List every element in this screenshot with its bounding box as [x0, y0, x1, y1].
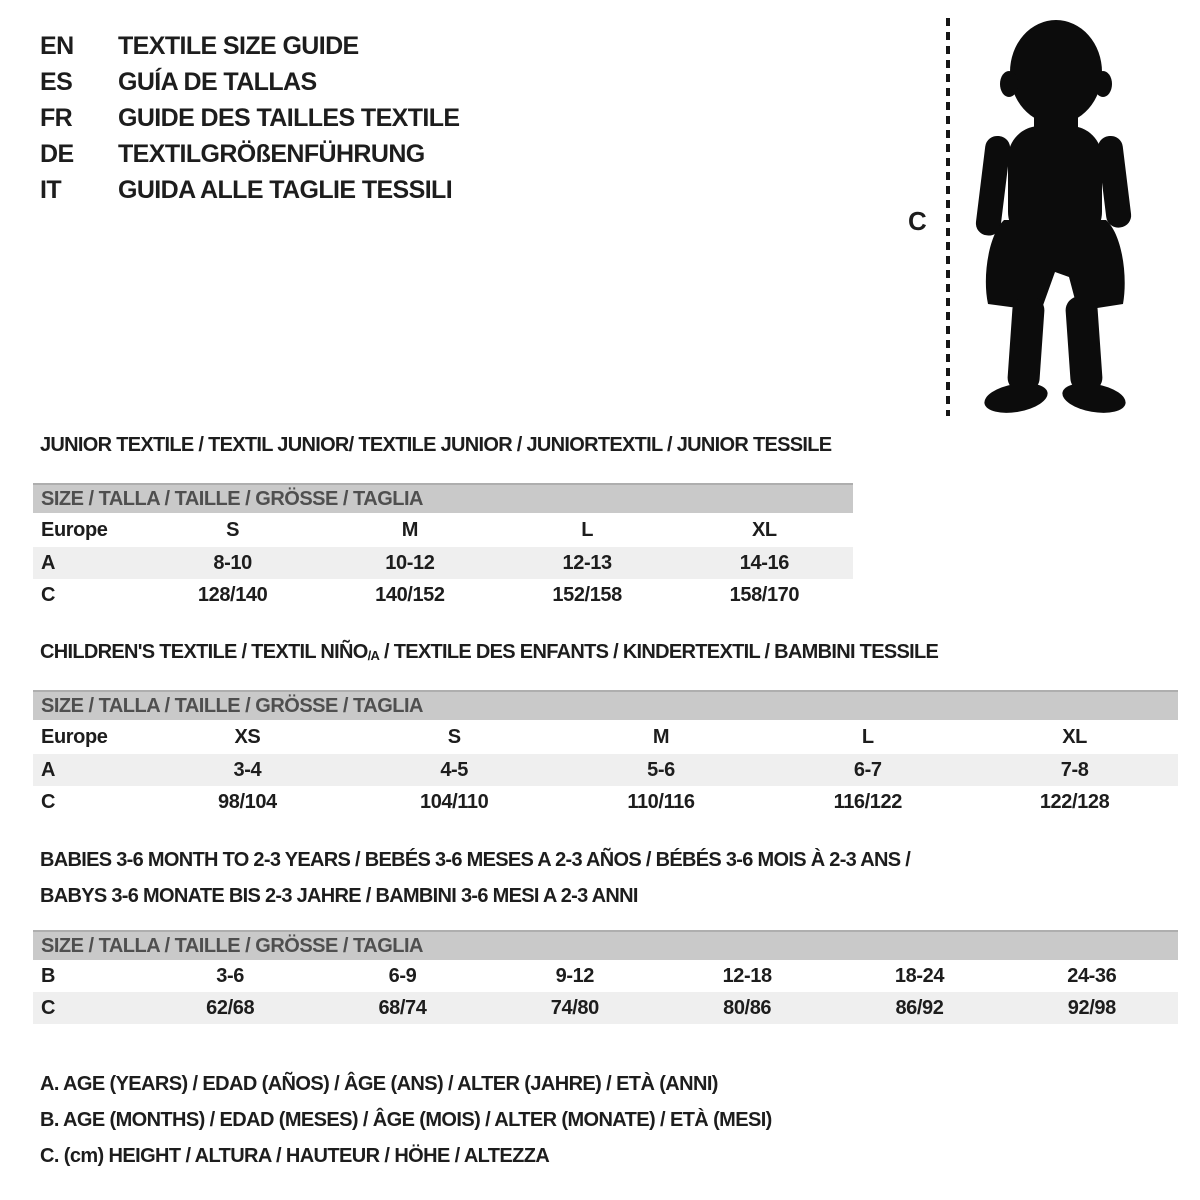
table-cell: 122/128	[1039, 790, 1110, 813]
language-code: ES	[40, 67, 73, 96]
table-cell: 152/158	[552, 583, 622, 606]
table-cell: Europe	[41, 518, 108, 541]
size-table-junior	[33, 483, 853, 611]
section-heading-babies-line1: BABIES 3-6 MONTH TO 2-3 YEARS / BEBÉS 3-6 MESES A 2-3 AÑOS / BÉBÉS 3-6 MOIS À 2-3 ANS /	[40, 849, 911, 871]
toddler-silhouette-icon	[968, 14, 1140, 423]
table-cell: S	[226, 518, 240, 541]
table-cell: 12-18	[722, 964, 772, 987]
table-cell: 8-10	[213, 551, 252, 574]
table-cell: A	[41, 758, 56, 781]
table-cell: Europe	[41, 725, 108, 748]
heading-text: / TEXTILE DES ENFANTS / KINDERTEXTIL / BAMBINI TESSILE	[379, 641, 939, 663]
table-cell: 5-6	[647, 758, 675, 781]
table-row	[33, 786, 1178, 818]
table-cell: 10-12	[385, 551, 435, 574]
table-cell: XS	[234, 725, 261, 748]
table-row	[33, 547, 853, 579]
table-cell: 3-6	[216, 964, 245, 987]
table-cell: C	[41, 790, 56, 813]
table-cell: 92/98	[1067, 996, 1116, 1019]
measure-label-c: C	[908, 206, 927, 236]
table-cell: 158/170	[729, 583, 800, 606]
legend-line-c: C. (cm) HEIGHT / ALTURA / HAUTEUR / HÖHE / ALTEZZA	[40, 1144, 550, 1167]
table-cell: A	[41, 551, 56, 574]
legend-block	[40, 1066, 772, 1174]
table-row	[33, 754, 1178, 786]
language-code: DE	[40, 139, 74, 168]
language-title: GUIDE DES TAILLES TEXTILE	[118, 103, 460, 132]
size-header-bar: SIZE / TALLA / TAILLE / GRÖSSE / TAGLIA	[33, 930, 1178, 960]
table-cell: 6-9	[388, 964, 417, 987]
heading-text: CHILDREN'S TEXTILE / TEXTIL NIÑO	[40, 641, 368, 663]
language-code: FR	[40, 103, 73, 132]
table-cell: 104/110	[419, 790, 489, 813]
table-cell: B	[41, 964, 56, 987]
table-cell: 62/68	[206, 996, 255, 1019]
table-cell: XL	[1062, 725, 1087, 748]
table-cell: 14-16	[739, 551, 789, 574]
table-cell: C	[41, 996, 56, 1019]
table-cell: XL	[751, 518, 777, 541]
table-row	[33, 720, 1178, 754]
table-cell: 24-36	[1067, 964, 1117, 987]
heading-subscript: /A	[367, 648, 380, 663]
table-cell: 3-4	[233, 758, 262, 781]
section-heading-junior: JUNIOR TEXTILE / TEXTIL JUNIOR/ TEXTILE JUNIOR / JUNIORTEXTIL / JUNIOR TESSILE	[40, 434, 832, 456]
language-title: TEXTILE SIZE GUIDE	[118, 31, 359, 60]
table-cell: 12-13	[562, 551, 612, 574]
language-title: GUIDA ALLE TAGLIE TESSILI	[118, 175, 453, 204]
language-row	[40, 172, 460, 208]
table-cell: M	[652, 725, 670, 748]
table-cell: L	[861, 725, 874, 748]
legend-line-b: B. AGE (MONTHS) / EDAD (MESES) / ÂGE (MOIS) / ALTER (MONATE) / ETÀ (MESI)	[40, 1108, 772, 1131]
table-row	[33, 513, 853, 547]
table-cell: 140/152	[375, 583, 445, 606]
table-cell: S	[447, 725, 461, 748]
size-header-bar: SIZE / TALLA / TAILLE / GRÖSSE / TAGLIA	[33, 483, 853, 513]
language-row	[40, 64, 460, 100]
table-cell: 80/86	[723, 996, 772, 1019]
language-code: EN	[40, 31, 74, 60]
size-table-children	[33, 690, 1178, 818]
table-cell: 86/92	[895, 996, 944, 1019]
table-cell: 6-7	[853, 758, 882, 781]
table-cell: C	[41, 583, 56, 606]
language-row	[40, 136, 460, 172]
language-code: IT	[40, 175, 62, 204]
table-cell: 18-24	[894, 964, 945, 987]
language-title: GUÍA DE TALLAS	[118, 67, 317, 96]
table-cell: 128/140	[197, 583, 268, 606]
section-heading-children	[40, 641, 938, 664]
table-cell: 74/80	[550, 996, 599, 1019]
table-cell: 68/74	[378, 996, 427, 1019]
section-heading-babies-line2: BABYS 3-6 MONATE BIS 2-3 JAHRE / BAMBINI 3-6 MESI A 2-3 ANNI	[40, 885, 638, 907]
table-row	[33, 960, 1178, 992]
table-row	[33, 579, 853, 611]
size-table-babies	[33, 930, 1178, 1024]
table-cell: L	[581, 518, 594, 541]
table-cell: 9-12	[555, 964, 595, 987]
size-header-bar: SIZE / TALLA / TAILLE / GRÖSSE / TAGLIA	[33, 690, 1178, 720]
table-cell: 98/104	[218, 790, 277, 813]
table-cell: 4-5	[440, 758, 469, 781]
language-title: TEXTILGRÖßENFÜHRUNG	[118, 139, 425, 168]
table-cell: 110/116	[627, 790, 695, 813]
table-cell: M	[401, 518, 418, 541]
language-row	[40, 28, 460, 64]
legend-line-a: A. AGE (YEARS) / EDAD (AÑOS) / ÂGE (ANS) / ALTER (JAHRE) / ETÀ (ANNI)	[40, 1072, 718, 1095]
language-row	[40, 100, 460, 136]
table-cell: 7-8	[1060, 758, 1089, 781]
table-row	[33, 992, 1178, 1024]
height-measure-line	[946, 18, 950, 416]
language-title-block	[40, 28, 460, 208]
table-cell: 116/122	[833, 790, 902, 813]
